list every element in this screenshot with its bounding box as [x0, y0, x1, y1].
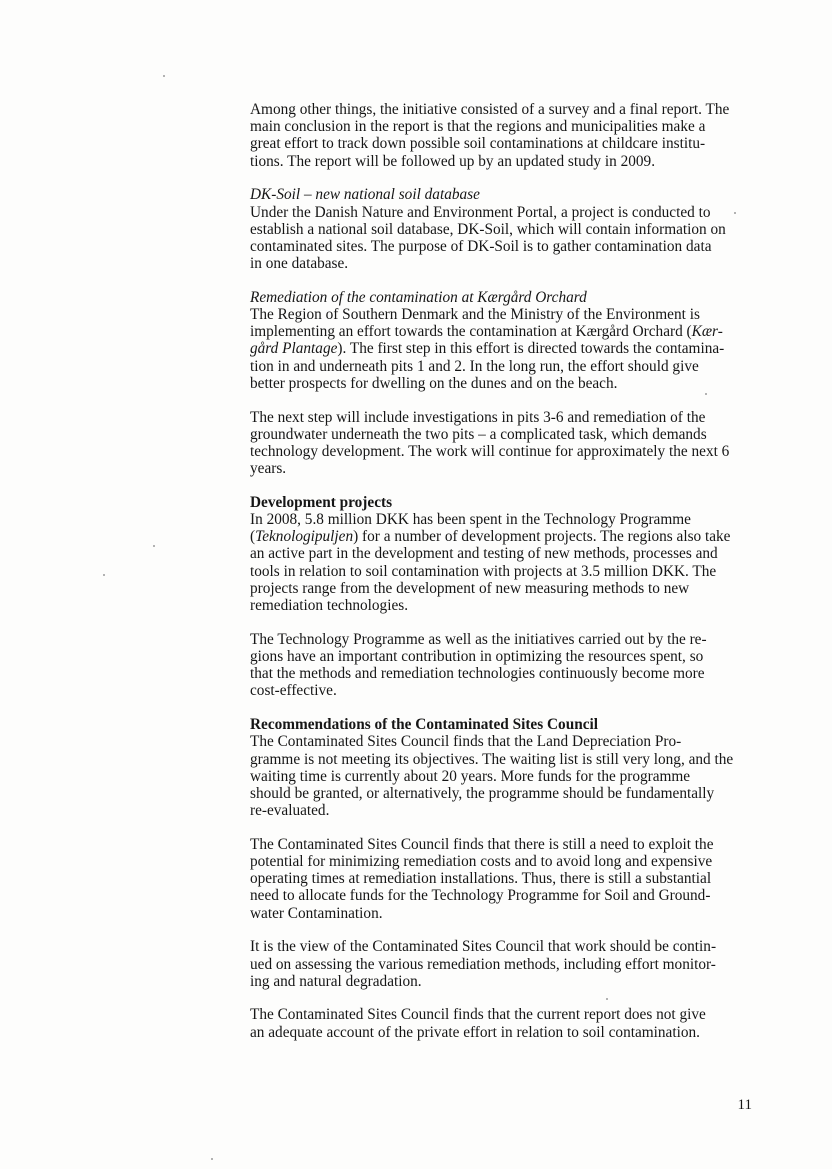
section-heading: DK-Soil – new national soil database — [250, 186, 480, 204]
page-number: 11 — [737, 1097, 752, 1113]
text-line: establish a national soil database, DK-Soil, which will contain information on — [250, 220, 726, 238]
text-section — [250, 494, 750, 614]
text-line: The Contaminated Sites Council finds that the current report does not give — [250, 1006, 706, 1024]
text-line: operating times at remediation installations. Thus, there is still a substantial — [250, 870, 712, 888]
text-section — [250, 409, 750, 478]
text-line: tools in relation to soil contamination with projects at 3.5 million DKK. The — [250, 562, 717, 580]
scan-speck — [103, 574, 105, 576]
text-line: technology development. The work will continue for approximately the next 6 — [250, 442, 730, 460]
text-line: should be granted, or alternatively, the programme should be fundamentally — [250, 784, 715, 802]
text-section — [250, 836, 750, 922]
text-line: groundwater underneath the two pits – a complicated task, which demands — [250, 425, 707, 443]
text-line: water Contamination. — [250, 904, 383, 922]
text-section — [250, 289, 750, 392]
text-line: tions. The report will be followed up by an updated study in 2009. — [250, 152, 656, 170]
text-line: great effort to track down possible soil contaminations at childcare institu- — [250, 135, 706, 153]
text-line: cost-effective. — [250, 682, 337, 700]
text-line: potential for minimizing remediation costs and to avoid long and expensive — [250, 853, 713, 871]
text-line: gård Plantage). The first step in this effort is directed towards the contamina- — [250, 340, 725, 358]
text-line: tion in and underneath pits 1 and 2. In the long run, the effort should give — [250, 357, 699, 375]
text-section — [250, 186, 750, 272]
text-line: It is the view of the Contaminated Sites Council that work should be contin- — [250, 938, 717, 956]
text-line: re-evaluated. — [250, 802, 330, 820]
section-heading: Remediation of the contamination at Kærgård Orchard — [250, 288, 587, 306]
text-line: that the methods and remediation technologies continuously become more — [250, 665, 705, 683]
text-line: waiting time is currently about 20 years. More funds for the programme — [250, 767, 691, 785]
text-section — [250, 716, 750, 819]
text-line: an active part in the development and testing of new methods, processes and — [250, 545, 718, 563]
text-line: The Region of Southern Denmark and the Ministry of the Environment is — [250, 306, 700, 324]
text-line: an adequate account of the private effort in relation to soil contamination. — [250, 1023, 700, 1041]
text-line: The Contaminated Sites Council finds that there is still a need to exploit the — [250, 835, 714, 853]
text-line: ing and natural degradation. — [250, 972, 422, 990]
scan-speck — [211, 1158, 213, 1160]
text-line: years. — [250, 460, 287, 478]
text-line: Under the Danish Nature and Environment Portal, a project is conducted to — [250, 203, 711, 221]
text-line: contaminated sites. The purpose of DK-Soil is to gather contamination data — [250, 237, 712, 255]
text-section — [250, 938, 750, 990]
document-body — [250, 101, 750, 1057]
text-line: remediation technologies. — [250, 597, 409, 615]
text-line: In 2008, 5.8 million DKK has been spent in the Technology Programme — [250, 511, 691, 529]
text-line: need to allocate funds for the Technology Programme for Soil and Ground- — [250, 887, 711, 905]
text-line: gramme is not meeting its objectives. The waiting list is still very long, and the — [250, 750, 734, 768]
section-heading: Development projects — [250, 493, 393, 511]
text-line: (Teknologipuljen) for a number of development projects. The regions also take — [250, 528, 731, 546]
scan-speck — [163, 75, 165, 77]
text-line: The Contaminated Sites Council finds that the Land Depreciation Pro- — [250, 733, 682, 751]
text-line: ued on assessing the various remediation methods, including effort monitor- — [250, 955, 716, 973]
text-line: main conclusion in the report is that the regions and municipalities make a — [250, 118, 706, 136]
text-line: The next step will include investigations in pits 3-6 and remediation of the — [250, 408, 706, 426]
text-section — [250, 101, 750, 170]
text-line: better prospects for dwelling on the dunes and on the beach. — [250, 374, 618, 392]
text-line: implementing an effort towards the contamination at Kærgård Orchard (Kær- — [250, 323, 723, 341]
text-line: in one database. — [250, 255, 349, 273]
text-line: projects range from the development of new measuring methods to new — [250, 579, 690, 597]
text-section — [250, 1006, 750, 1040]
scan-speck — [153, 545, 155, 547]
section-heading: Recommendations of the Contaminated Sites Council — [250, 716, 598, 734]
text-line: gions have an important contribution in optimizing the resources spent, so — [250, 647, 704, 665]
text-line: Among other things, the initiative consisted of a survey and a final report. The — [250, 101, 730, 118]
text-line: The Technology Programme as well as the initiatives carried out by the re- — [250, 630, 707, 648]
text-section — [250, 631, 750, 700]
